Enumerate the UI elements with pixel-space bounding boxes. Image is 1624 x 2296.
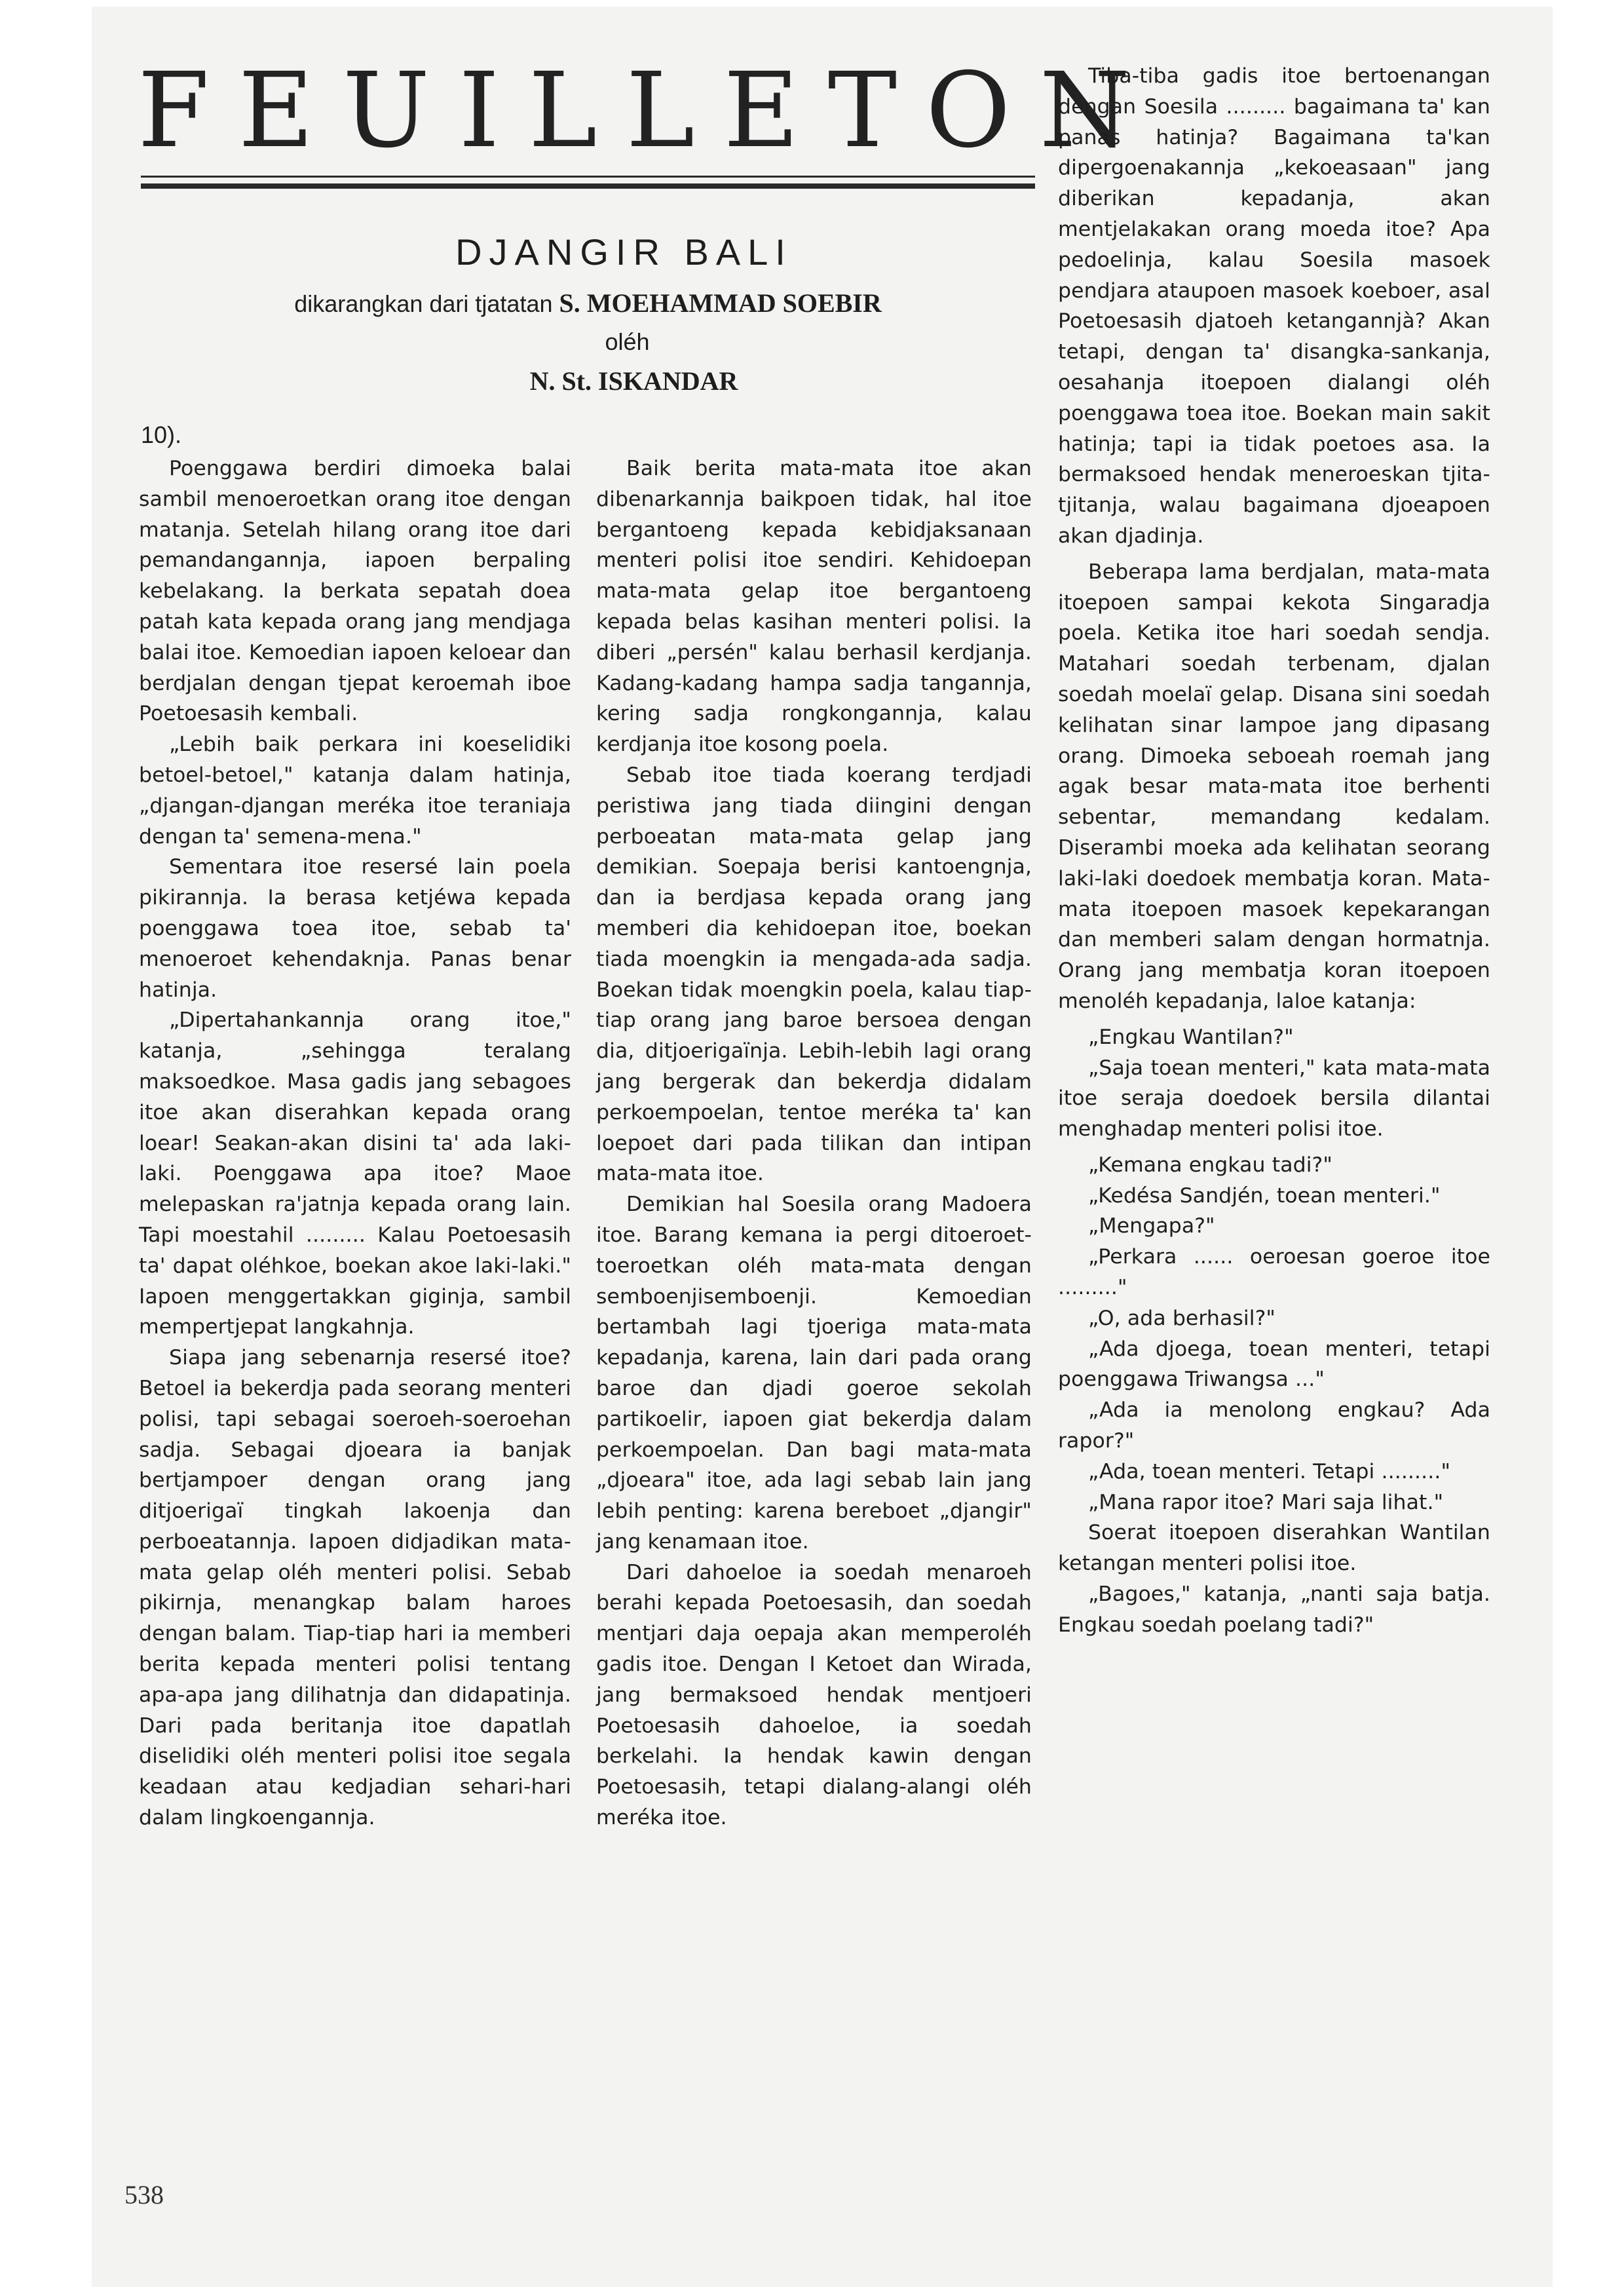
dialogue-line: „Saja toean menteri," kata mata-mata itoe seraja doedoek bersila dilantai menghadap menteri polisi itoe.	[1058, 1056, 1490, 1141]
dialogue-line: „Bagoes," katanja, „nanti saja batja. Engkau soedah poelang tadi?"	[1058, 1582, 1490, 1637]
paragraph: „Lebih baik perkara ini koeselidiki betoel-betoel," katanja dalam hatinja, „djangan-djangan meréka itoe teraniaja dengan ta' semena-mena."	[139, 733, 571, 849]
paragraph: Soerat itoepoen diserahkan Wantilan ketangan menteri polisi itoe.	[1058, 1521, 1490, 1576]
dialogue-line: „Engkau Wantilan?"	[1088, 1025, 1294, 1049]
reporter-name: N. St. ISKANDAR	[529, 366, 738, 396]
paragraph: Poenggawa berdiri dimoeka balai sambil menoeroetkan orang itoe dengan matanja. Setelah hilang orang itoe dari pemandangannja, iapoen berpaling kebelakang. Ia berkata sepatah doea patah kata kepada orang jang mendjaga balai itoe. Kemoedian iapoen keloear dan berdjalan dengan tjepat keroemah iboe Poetoesasih kembali.	[139, 457, 571, 726]
paragraph: Sebab itoe tiada koerang terdjadi peristiwa jang tiada diingini dengan perboeatan mata-mata gelap jang demikian. Soepaja berisi kantoengnja, dan ia berdjasa kepada orang jang memberi dia kehidoepan itoe, boekan tiada moengkin ia mengada-ada sadja. Boekan tidak moengkin poela, kalau tiap-tiap orang jang baroe bersoea dengan dia, ditjoerigaïnja. Lebih-lebih lagi orang jang bergerak dan bekerdja didalam perkoempoelan, tentoe meréka ta' kan loepoet dari pada tilikan dan intipan mata-mata itoe.	[596, 763, 1032, 1186]
paragraph: Demikian hal Soesila orang Madoera itoe. Barang kemana ia pergi ditoeroet-toeroetkan oléh mata-mata dengan semboenjisemboenji. Kemoedian bertambah lagi tjoeriga mata-mata kepadanja, karena, lain dari pada orang baroe dan djadi goeroe sekolah partikoelir, iapoen giat bekerdja dalam perkoempoelan. Dan bagi mata-mata „djoeara" itoe, ada lagi sebab lain jang lebih penting: karena bereboet „djangir" jang kenamaan itoe.	[596, 1193, 1032, 1554]
paragraph: Siapa jang sebenarnja resersé itoe? Betoel ia bekerdja pada seorang menteri polisi, tapi sebagai soeroeh-soeroehan sadja. Sebagai djoeara ia banjak bertjampoer dengan orang jang ditjoerigaï tingkah lakoenja dan perboeatannja. Iapoen didjadikan mata-mata gelap oléh menteri polisi. Sebab pikirnja, menangkap balam haroes dengan balam. Tiap-tiap hari ia memberi berita kepada menteri polisi tentang apa-apa jang dilihatnja dan didapatinja. Dari pada beritanja itoe dapatlah diselidiki oléh menteri polisi itoe segala keadaan atau kedjadian sehari-hari dalam lingkoengannja.	[139, 1346, 571, 1830]
column-2	[596, 453, 1032, 1833]
story-title: DJANGIR BALI	[455, 231, 793, 273]
by-word: oléh	[605, 328, 650, 355]
paragraph: Dari dahoeloe ia soedah menaroeh berahi kepada Poetoesasih, dan soedah mentjari daja oepaja akan memperoléh gadis itoe. Dengan I Ketoet dan Wirada, jang bermaksoed hendak mentjoeri Poetoesasih dahoeloe, ia soedah berkelahi. Ia hendak kawin dengan Poetoesasih, tetapi dialang-alangi oléh meréka itoe.	[596, 1560, 1032, 1830]
paragraph: Baik berita mata-mata itoe akan dibenarkannja baikpoen tidak, hal itoe bergantoeng kepada kebidjaksanaan menteri polisi itoe sendiri. Kehidoepan mata-mata gelap itoe bergantoeng kepada belas kasihan menteri polisi. Ia diberi „persén" kalau berhasil kerdjanja. Kadang-kadang hampa sadja tangannja, kering sadja rongkongannja, kalau kerdjanja itoe kosong poela.	[596, 457, 1032, 757]
paragraph: „Dipertahankannja orang itoe," katanja, „sehingga teralang maksoedkoe. Masa gadis jang sebagoes itoe akan diserahkan kepada orang loear! Seakan-akan disini ta' ada laki-laki. Poenggawa apa itoe? Maoe melepaskan ra'jatnja kepada orang lain. Tapi moestahil ......... Kalau Poetoesasih ta' dapat oléhkoe, boekan akoe laki-laki." Iapoen menggertakkan giginja, sambil mempertjepat langkahnja.	[139, 1008, 571, 1339]
dialogue-line: „Mana rapor itoe? Mari saja lihat."	[1088, 1490, 1444, 1514]
chapter-number: 10).	[141, 421, 182, 448]
author-name: S. MOEHAMMAD SOEBIR	[559, 288, 882, 318]
dialogue-line: „O, ada berhasil?"	[1088, 1306, 1275, 1330]
dialogue-line: „Kedésa Sandjén, toean menteri."	[1088, 1183, 1441, 1208]
dialogue-line: „Ada, toean menteri. Tetapi ........."	[1088, 1459, 1451, 1483]
page-number: 538	[124, 2180, 164, 2210]
paragraph: Beberapa lama berdjalan, mata-mata itoepoen sampai kekota Singaradja poela. Ketika itoe hari soedah sendja. Matahari soedah terbenam, djalan soedah moelaï gelap. Disana sini soedah kelihatan sinar lampoe jang dipasang orang. Dimoeka seboeah roemah jang agak besar mata-mata itoe berhenti sebentar, memandang kedalam. Diserambi moeka ada kelihatan seorang laki-laki doedoek membatja koran. Mata-mata itoepoen masoek kepekarangan dan memberi salam dengan hormatnja. Orang jang membatja koran itoepoen menoléh kepadanja, laloe katanja:	[1058, 560, 1490, 1013]
dialogue-line: „Mengapa?"	[1088, 1214, 1215, 1238]
column-1	[139, 453, 571, 1833]
paragraph: Sementara itoe resersé lain poela pikirannja. Ia berasa ketjéwa kepada poenggawa toea itoe, sebab ta' menoeroet kehendaknja. Panas benar hatinja.	[139, 855, 571, 1002]
dialogue-line: „Kemana engkau tadi?"	[1088, 1153, 1332, 1177]
heading-rule-thin	[141, 176, 1035, 178]
column-3	[1058, 61, 1490, 1641]
byline-prefix: dikarangkan dari tjatatan	[294, 290, 553, 317]
dialogue-line: „Perkara ...... oeroesan goeroe itoe ........."	[1058, 1245, 1490, 1300]
dialogue-line: „Ada djoega, toean menteri, tetapi poenggawa Triwangsa ..."	[1058, 1337, 1490, 1392]
feuilleton-heading: FEUILLETON	[138, 50, 1159, 171]
heading-rule-thick	[141, 183, 1035, 189]
paragraph: Tiba-tiba gadis itoe bertoenangan dengan Soesila ......... bagaimana ta' kan panas hatinja? Bagaimana ta'kan dipergoenakannja „kekoeasaan" jang diberikan kepadanja, akan mentjelakakan orang moeda itoe? Apa pedoelinja, kalau Soesila masoek pendjara ataupoen masoek koeboer, asal Poetoesasih djatoeh ketangannjà? Akan tetapi, dengan ta' disangka-sankanja, oesahanja itoepoen dialangi oléh poenggawa toea itoe. Boekan main sakit hatinja; tapi ia tidak poetoes asa. Ia bermaksoed hendak meneroeskan tjita-tjitanja, walau bagaimana djoeapoen akan djadinja.	[1058, 64, 1490, 548]
story-title-block	[141, 229, 1035, 402]
byline	[141, 284, 1035, 323]
dialogue-line: „Ada ia menolong engkau? Ada rapor?"	[1058, 1398, 1490, 1453]
